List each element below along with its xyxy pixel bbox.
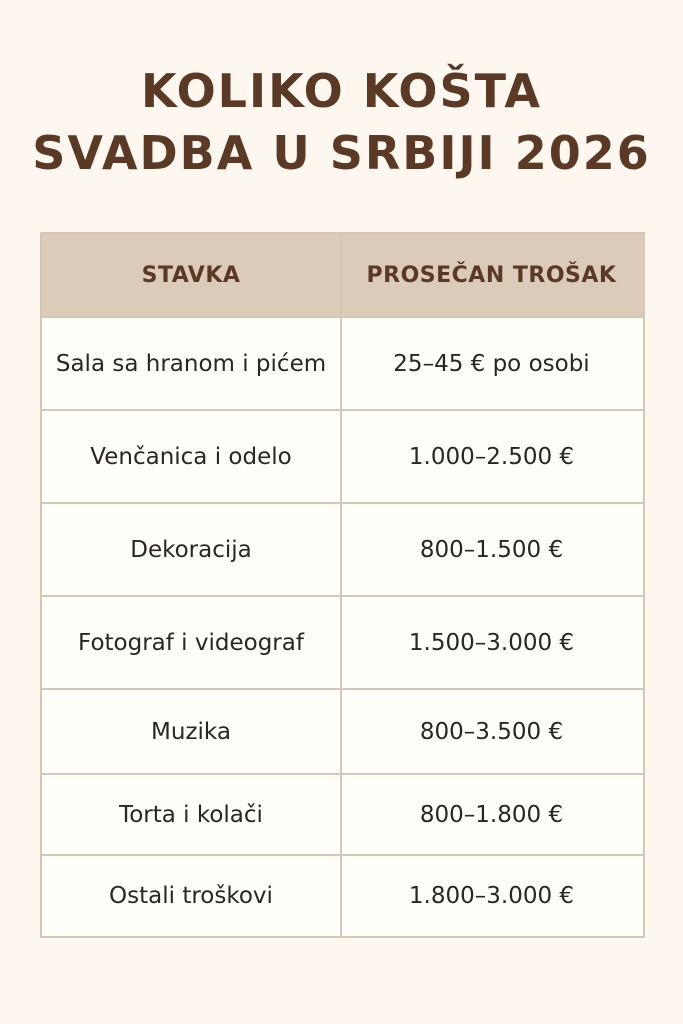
row-item: Fotograf i videograf xyxy=(42,597,342,688)
header-item: STAVKA xyxy=(42,234,342,316)
cost-table xyxy=(40,232,645,938)
table-row xyxy=(42,856,643,936)
table-row xyxy=(42,318,643,411)
row-item: Ostali troškovi xyxy=(42,856,342,936)
row-cost: 800–1.500 € xyxy=(419,536,564,563)
title-line-2: SVADBA U SRBIJI 2026 xyxy=(32,126,651,180)
row-item: Venčanica i odelo xyxy=(42,411,342,502)
table-row xyxy=(42,597,643,690)
page-title xyxy=(0,60,683,184)
row-item: Torta i kolači xyxy=(42,775,342,854)
row-cost: 1.800–3.000 € xyxy=(408,883,575,909)
row-item: Sala sa hranom i pićem xyxy=(42,318,342,409)
table-row xyxy=(42,775,643,856)
table-row xyxy=(42,690,643,775)
row-cost: 1.000–2.500 € xyxy=(408,443,575,470)
row-item: Muzika xyxy=(42,690,342,773)
row-cost: 25–45 € po osobi xyxy=(393,350,590,377)
row-item: Dekoracija xyxy=(42,504,342,595)
row-cost: 800–3.500 € xyxy=(419,718,564,745)
row-cost: 1.500–3.000 € xyxy=(408,629,575,656)
table-row xyxy=(42,411,643,504)
title-line-1: KOLIKO KOŠTA xyxy=(140,64,543,118)
table-header-row xyxy=(42,234,643,318)
header-cost: PROSEČAN TROŠAK xyxy=(366,262,617,288)
row-cost: 800–1.800 € xyxy=(419,801,564,828)
table-row xyxy=(42,504,643,597)
